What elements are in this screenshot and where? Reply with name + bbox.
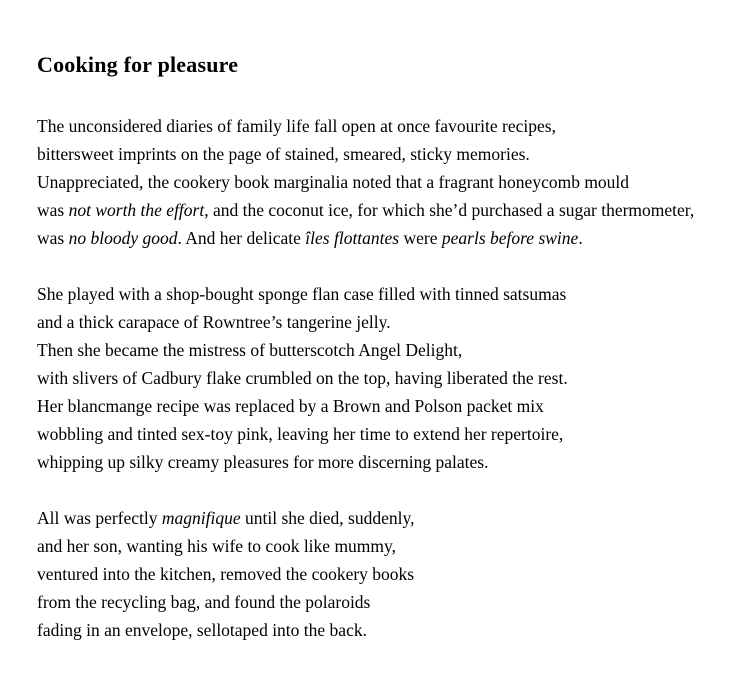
poem-text: until she died, suddenly,	[240, 508, 415, 528]
poem-text: .	[578, 228, 583, 248]
poem-text: and a thick carapace of Rowntree’s tangerine jelly.	[37, 312, 391, 332]
poem-line	[37, 504, 731, 532]
poem-text: was	[37, 200, 69, 220]
stanza	[37, 280, 731, 476]
poem-line	[37, 112, 731, 140]
poem-line	[37, 448, 731, 476]
poem-line	[37, 224, 731, 252]
poem-text-italic: no bloody good	[68, 228, 178, 248]
poem-line	[37, 392, 731, 420]
poem-text: She played with a shop-bought sponge flan case filled with tinned satsumas	[37, 284, 567, 304]
poem-text: fading in an envelope, sellotaped into the back.	[37, 620, 367, 640]
poem-text: The unconsidered diaries of family life fall open at once favourite recipes,	[37, 116, 556, 136]
poem-text: Then she became the mistress of butterscotch Angel Delight,	[37, 340, 463, 360]
poem-text: was	[37, 228, 69, 248]
poem-title: Cooking for pleasure	[37, 52, 239, 77]
poem-text: , and the coconut ice, for which she’d purchased a sugar thermometer,	[204, 200, 695, 220]
poem-line	[37, 588, 731, 616]
poem-text-italic: îles flottantes	[305, 228, 400, 248]
poem-line	[37, 364, 731, 392]
stanza	[37, 112, 731, 252]
poem-text-italic: pearls before swine	[441, 228, 579, 248]
poem-line	[37, 280, 731, 308]
poem-text: were	[399, 228, 442, 248]
poem-line	[37, 532, 731, 560]
poem-text-italic: not worth the effort	[68, 200, 205, 220]
poem-text: wobbling and tinted sex-toy pink, leaving her time to extend her repertoire,	[37, 424, 564, 444]
poem-line	[37, 140, 731, 168]
poem-text: . And her delicate	[177, 228, 306, 248]
poem-text: bittersweet imprints on the page of stained, smeared, sticky memories.	[37, 144, 530, 164]
poem-text: Unappreciated, the cookery book marginalia noted that a fragrant honeycomb mould	[37, 172, 630, 192]
poem-line	[37, 336, 731, 364]
poem-text: from the recycling bag, and found the polaroids	[37, 592, 371, 612]
poem-text-italic: magnifique	[161, 508, 241, 528]
poem-line	[37, 196, 731, 224]
poem-line	[37, 168, 731, 196]
poem-text: whipping up silky creamy pleasures for more discerning palates.	[37, 452, 489, 472]
poem-text: and her son, wanting his wife to cook like mummy,	[37, 536, 397, 556]
poem-text: with slivers of Cadbury flake crumbled on the top, having liberated the rest.	[37, 368, 568, 388]
poem-text: ventured into the kitchen, removed the cookery books	[37, 564, 415, 584]
poem-line	[37, 616, 731, 644]
poem-line	[37, 308, 731, 336]
poem-line	[37, 560, 731, 588]
poem-text: All was perfectly	[37, 508, 162, 528]
poem-text: Her blancmange recipe was replaced by a Brown and Polson packet mix	[37, 396, 544, 416]
poem-body	[37, 112, 731, 644]
poem-line	[37, 420, 731, 448]
stanza	[37, 504, 731, 644]
